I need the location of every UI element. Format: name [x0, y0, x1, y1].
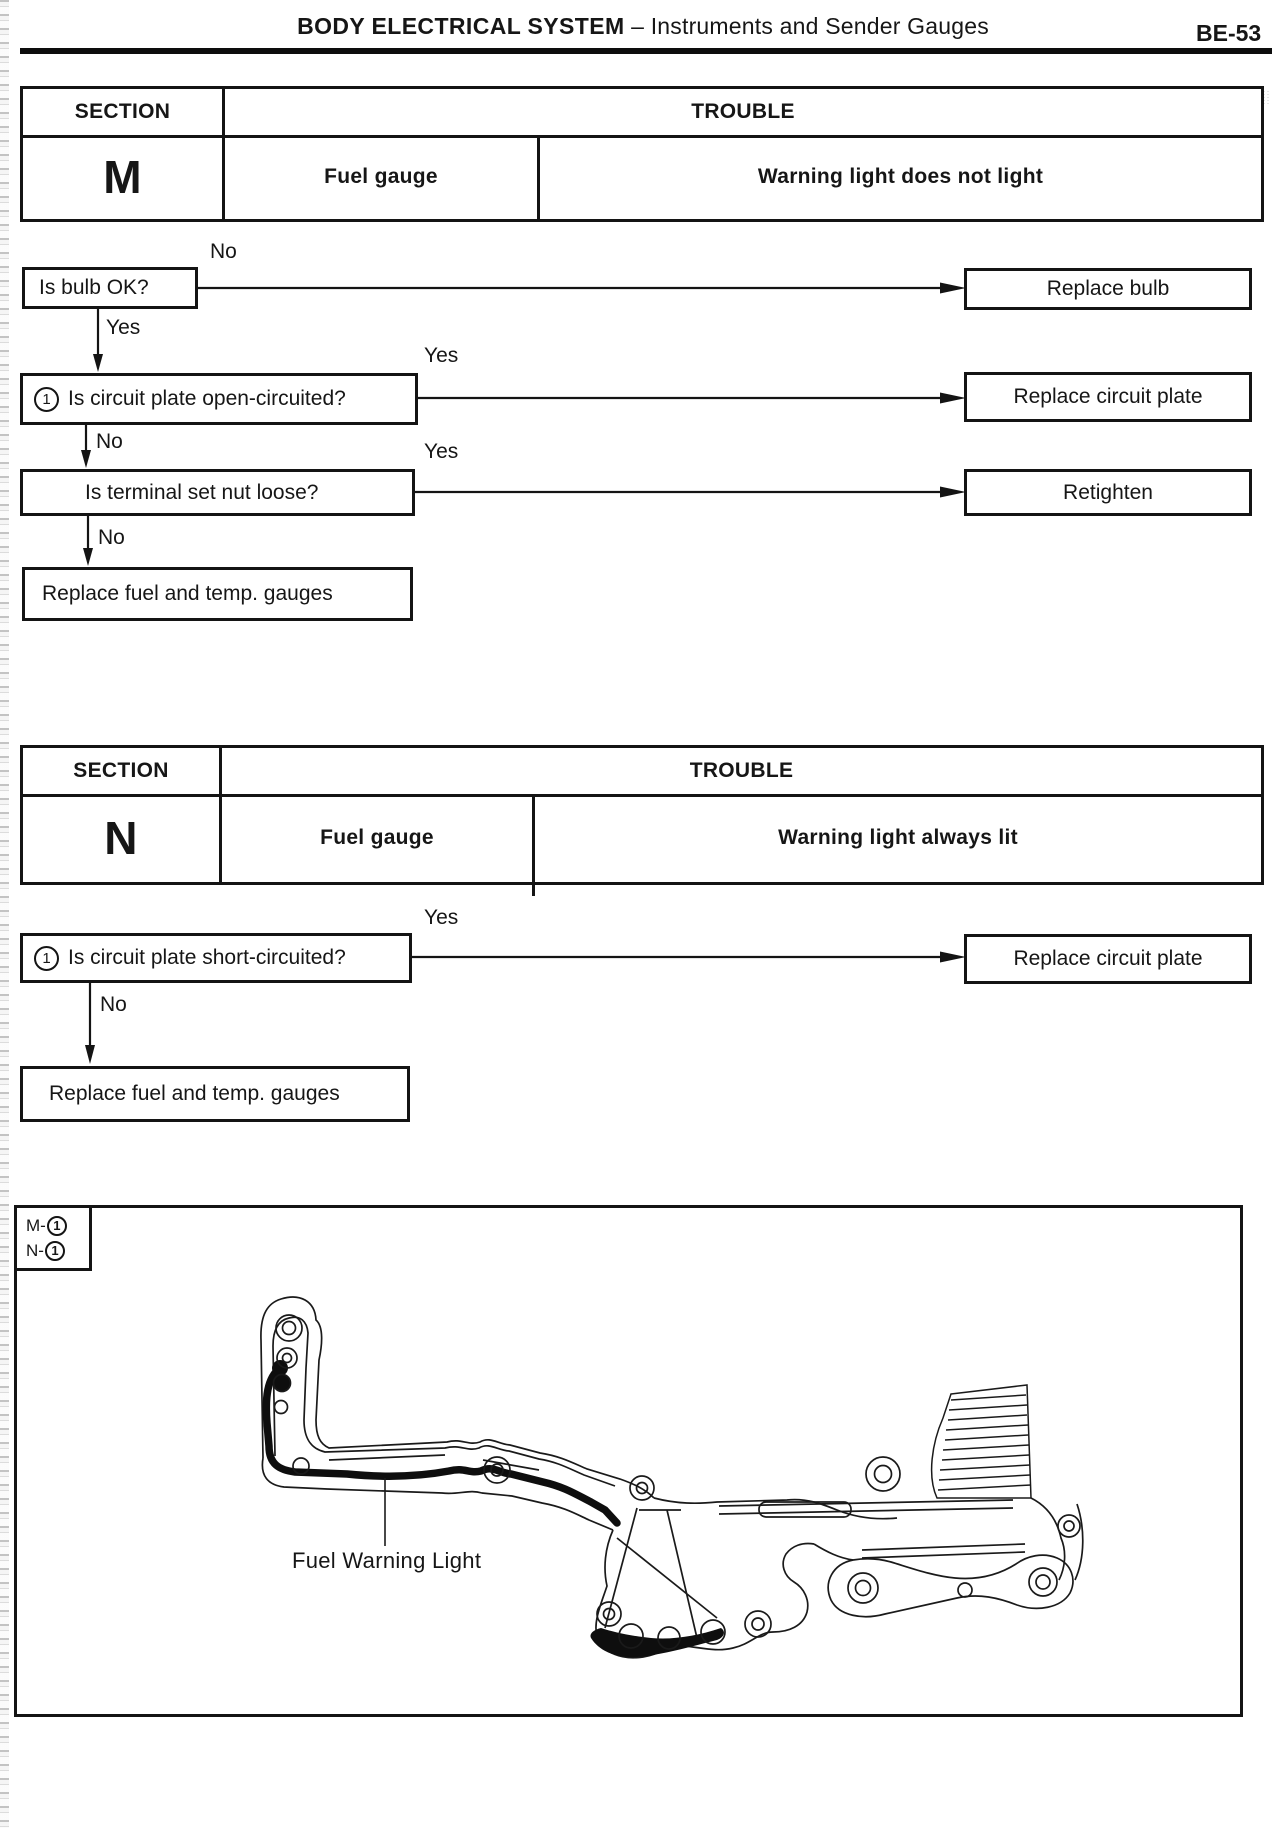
- table-header-trouble: TROUBLE: [689, 759, 794, 782]
- figure-ref-n: [26, 1238, 89, 1263]
- figure-ref-m-text: M-: [26, 1215, 46, 1235]
- figure-reference-label: [14, 1205, 92, 1271]
- action-box-replace-gauges: Replace fuel and temp. gauges: [20, 1066, 410, 1122]
- mounting-holes: [274, 1315, 1081, 1649]
- table-header-trouble: TROUBLE: [691, 100, 795, 123]
- trouble-table-n: [20, 745, 1264, 885]
- circled-1-icon: 1: [45, 1241, 65, 1261]
- fuel-warning-light-label: Fuel Warning Light: [292, 1548, 482, 1573]
- action-box-replace-gauges: Replace fuel and temp. gauges: [22, 567, 413, 621]
- circled-step-1-icon: 1: [34, 946, 59, 971]
- figure-ref-m: [26, 1213, 89, 1238]
- action-box-retighten: Retighten: [964, 469, 1252, 516]
- table-cell-system: Fuel gauge: [324, 165, 438, 188]
- branch-label-no: No: [100, 993, 127, 1016]
- branch-label-no: No: [98, 526, 125, 549]
- action-box-replace-bulb: Replace bulb: [964, 268, 1252, 310]
- fuel-warning-trace: [266, 1360, 724, 1657]
- decision-box-short-circuit: [20, 933, 412, 983]
- decision-box-bulb: Is bulb OK?: [22, 267, 198, 309]
- circled-step-1-icon: 1: [34, 387, 59, 412]
- branch-label-yes: Yes: [424, 440, 459, 463]
- circled-1-icon: 1: [47, 1216, 67, 1236]
- header-rule: [20, 48, 1272, 54]
- branch-label-yes: Yes: [106, 316, 141, 339]
- page-number: BE-53: [1196, 20, 1262, 46]
- table-cell-system: Fuel gauge: [320, 826, 434, 849]
- decision-box-open-circuit: [20, 373, 418, 425]
- decision-text: Is circuit plate open-circuited?: [68, 387, 346, 410]
- branch-label-no: No: [210, 240, 237, 263]
- table-header-section: SECTION: [74, 100, 171, 123]
- connector-comb: [932, 1385, 1031, 1498]
- figure-ref-n-text: N-: [26, 1240, 44, 1260]
- branch-label-yes: Yes: [424, 344, 459, 367]
- table-cell-section: M: [103, 151, 142, 203]
- page-title: [238, 13, 1048, 40]
- table-cell-trouble: Warning light always lit: [778, 826, 1018, 849]
- page-title-main: BODY ELECTRICAL SYSTEM: [297, 13, 625, 39]
- table-cell-trouble: Warning light does not light: [757, 165, 1044, 188]
- branch-label-yes: Yes: [424, 906, 459, 929]
- table-header-section: SECTION: [73, 759, 169, 782]
- table-cell-section: N: [104, 812, 138, 864]
- trouble-table-m: [20, 86, 1264, 222]
- page-title-sub: – Instruments and Sender Gauges: [631, 13, 989, 39]
- decision-box-terminal-nut: Is terminal set nut loose?: [20, 469, 415, 516]
- decision-text: Is circuit plate short-circuited?: [68, 946, 346, 969]
- scan-edge-artifact: [0, 0, 9, 1828]
- action-box-replace-circuit-plate: Replace circuit plate: [964, 934, 1252, 984]
- action-box-replace-circuit-plate: Replace circuit plate: [964, 372, 1252, 422]
- circuit-plate-drawing: [17, 1208, 1240, 1714]
- branch-label-no: No: [96, 430, 123, 453]
